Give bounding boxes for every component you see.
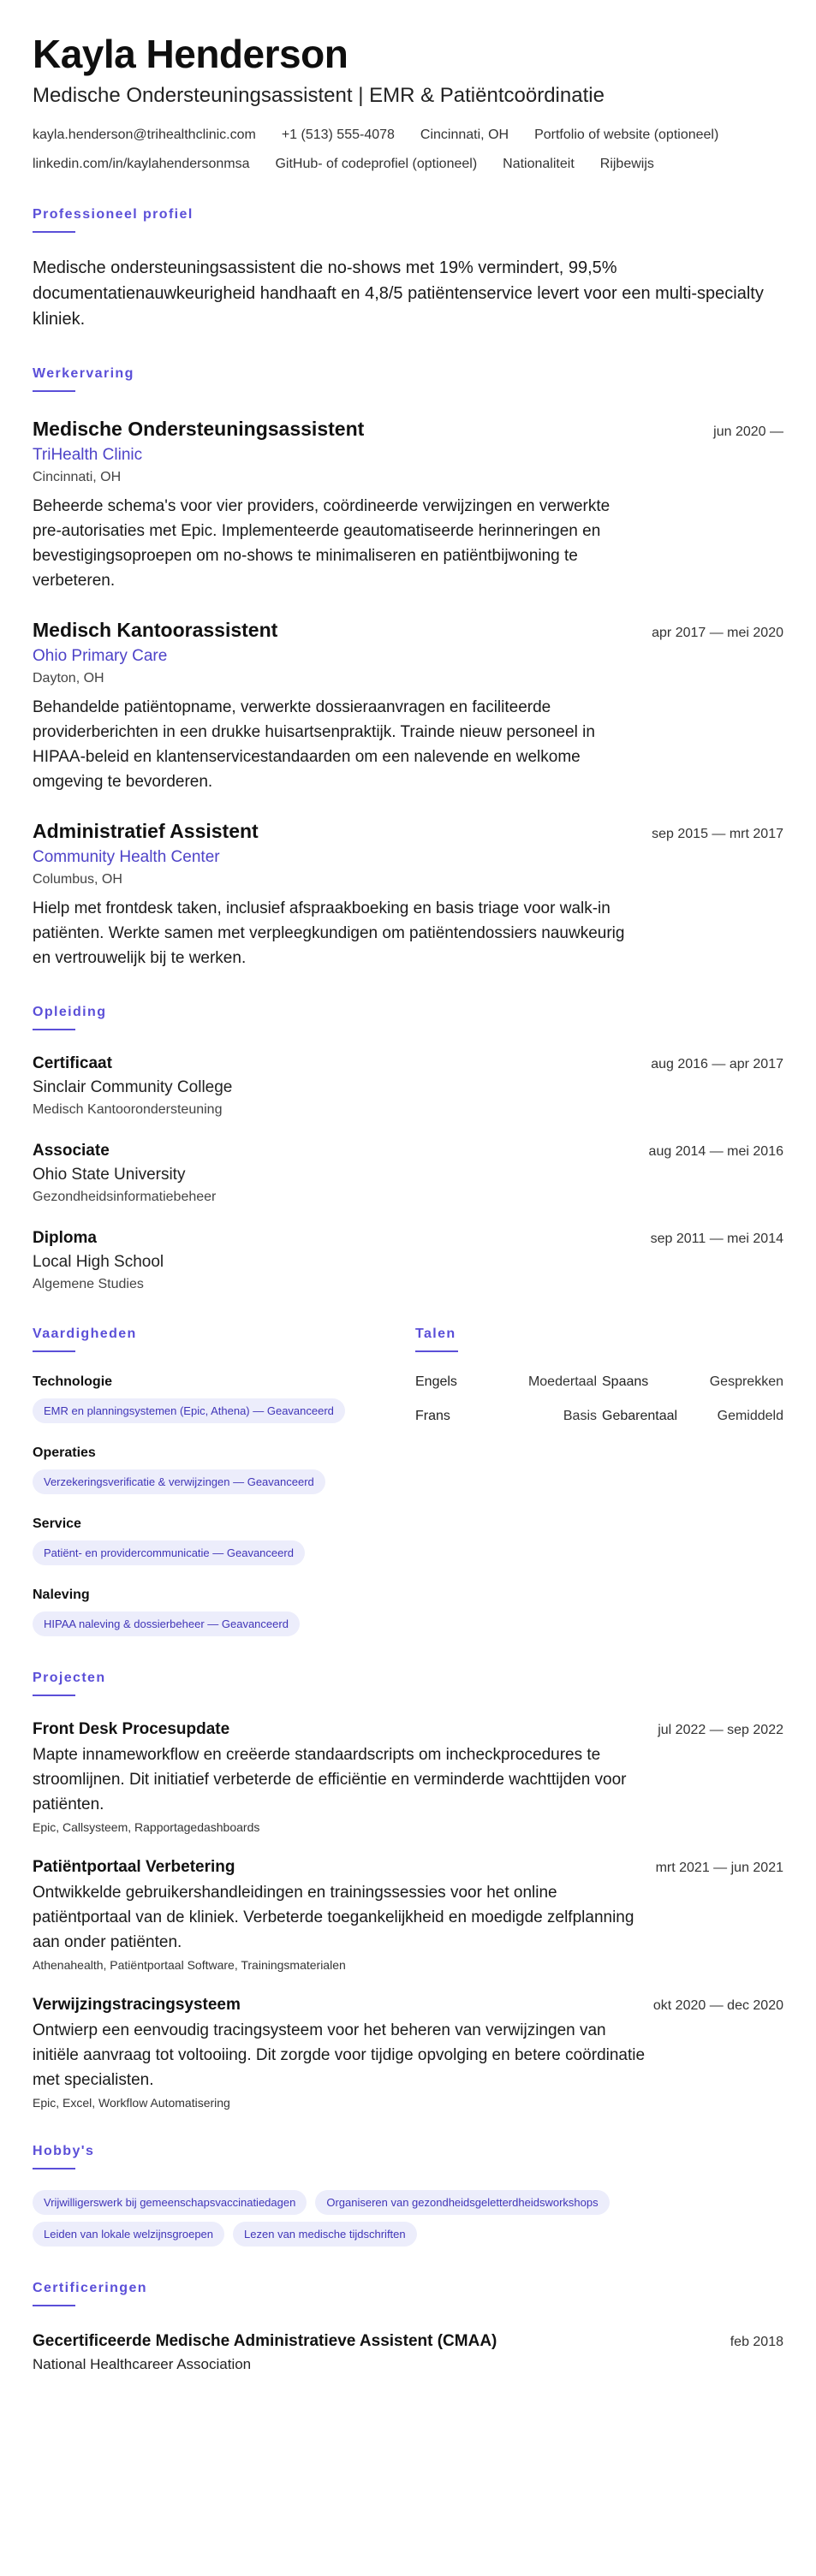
- contact-linkedin: linkedin.com/in/kaylahendersonmsa: [33, 156, 250, 171]
- contact-github: GitHub- of codeprofiel (optioneel): [275, 156, 478, 171]
- language-level: Basis: [563, 1408, 597, 1423]
- job-location: Columbus, OH: [33, 871, 122, 887]
- contact-drivers-license: Rijbewijs: [599, 156, 654, 171]
- project-title: Verwijzingstracingsysteem: [33, 1995, 241, 2014]
- section-divider: [33, 1695, 75, 1696]
- hobby-tag: Leiden van lokale welzijnsgroepen: [33, 2222, 224, 2247]
- section-title: Talen: [415, 1326, 456, 1341]
- project-entry: [33, 1996, 783, 2110]
- project-tools: Athenahealth, Patiëntportaal Software, Trainingsmaterialen: [33, 1957, 346, 1972]
- contact-nationality: Nationaliteit: [503, 156, 575, 171]
- hobby-tag: Vrijwilligerswerk bij gemeenschapsvaccinatiedagen: [33, 2190, 307, 2215]
- job-location: Cincinnati, OH: [33, 469, 122, 484]
- certifications-section: [33, 2281, 783, 2373]
- skill-category: Technologie: [33, 1374, 113, 1389]
- skill-group: [33, 1588, 383, 1636]
- project-description: Ontwikkelde gebruikershandleidingen en trainingssessies voor het online patiëntportaal van de kliniek. Verbeterde toegankelijkheid en moedigde zelfplanning aan onder patiënten.: [33, 1883, 634, 1951]
- project-description: Ontwierp een eenvoudig tracingsysteem voor het beheren van verwijzingen van initiële aanvraag tot voltooiing. Dit zorgde voor tijdige opvolging en betere coördinatie met specialisten.: [33, 2021, 646, 2089]
- hobby-tag: Organiseren van gezondheidsgeletterdheidsworkshops: [315, 2190, 609, 2215]
- section-title: Professioneel profiel: [33, 206, 194, 222]
- education-degree: Certificaat: [33, 1054, 112, 1072]
- language-level: Gemiddeld: [717, 1408, 783, 1423]
- job-title: Medisch Kantoorassistent: [33, 618, 278, 641]
- education-school: Local High School: [33, 1252, 164, 1271]
- language-name: Engels: [415, 1374, 457, 1389]
- skills-section: [33, 1327, 383, 1636]
- hobbies-list: [33, 2190, 786, 2247]
- section-divider: [33, 1029, 75, 1030]
- certification-date: feb 2018: [730, 2334, 783, 2349]
- certification-name: Gecertificeerde Medische Administratieve Assistent (CMAA): [33, 2331, 497, 2350]
- section-title: Hobby's: [33, 2143, 95, 2158]
- profile-section: [33, 207, 783, 332]
- project-tools: Epic, Excel, Workflow Automatisering: [33, 2095, 230, 2110]
- section-divider: [33, 1350, 75, 1352]
- education-degree: Diploma: [33, 1228, 97, 1247]
- project-tools: Epic, Callsysteem, Rapportagedashboards: [33, 1819, 260, 1834]
- education-school: Ohio State University: [33, 1165, 186, 1184]
- education-field: Algemene Studies: [33, 1276, 144, 1291]
- job-dates: sep 2015 — mrt 2017: [652, 826, 783, 841]
- education-entry: [33, 1142, 783, 1205]
- education-dates: aug 2014 — mei 2016: [648, 1143, 783, 1159]
- project-entry: [33, 1858, 783, 1972]
- skill-category: Operaties: [33, 1445, 96, 1460]
- section-title: Certificeringen: [33, 2280, 147, 2295]
- contact-location: Cincinnati, OH: [420, 127, 509, 142]
- certification-issuer: National Healthcareer Association: [33, 2355, 252, 2372]
- education-field: Gezondheidsinformatiebeheer: [33, 1189, 217, 1204]
- job-description: Behandelde patiëntopname, verwerkte dossieraanvragen en faciliteerde providerberichten in een drukke huisartsenpraktijk. Trainde nieuw personeel in HIPAA-beleid en klantenservicestandaarden om een nalevende en welkome omgeving te bevorderen.: [33, 697, 595, 791]
- job-company: TriHealth Clinic: [33, 445, 143, 464]
- languages-list: [415, 1374, 783, 1424]
- contact-phone: +1 (513) 555-4078: [281, 127, 395, 142]
- job-title: Administratief Assistent: [33, 819, 259, 842]
- section-divider: [33, 231, 75, 233]
- job-dates: apr 2017 — mei 2020: [652, 625, 783, 640]
- education-entry: [33, 1054, 783, 1118]
- skill-category: Service: [33, 1516, 81, 1531]
- languages-section: [415, 1327, 783, 1636]
- language-level: Gesprekken: [709, 1374, 783, 1389]
- project-title: Patiëntportaal Verbetering: [33, 1857, 235, 1876]
- language-name: Gebarentaal: [602, 1408, 678, 1423]
- job-entry: [33, 418, 783, 593]
- project-dates: mrt 2021 — jun 2021: [655, 1860, 783, 1875]
- certification-entry: [33, 2332, 783, 2373]
- projects-section: [33, 1671, 783, 2110]
- education-field: Medisch Kantoorondersteuning: [33, 1101, 223, 1117]
- contact-email: kayla.henderson@trihealthclinic.com: [33, 127, 256, 142]
- job-company: Community Health Center: [33, 847, 220, 866]
- project-dates: jul 2022 — sep 2022: [658, 1722, 783, 1737]
- job-dates: jun 2020 —: [713, 424, 783, 439]
- education-dates: aug 2016 — apr 2017: [651, 1056, 783, 1071]
- project-dates: okt 2020 — dec 2020: [652, 1997, 783, 2013]
- section-divider: [33, 2168, 75, 2169]
- section-divider: [33, 2305, 75, 2306]
- job-title: Medische Ondersteuningsassistent: [33, 417, 365, 440]
- project-title: Front Desk Procesupdate: [33, 1719, 230, 1738]
- skill-tag: HIPAA naleving & dossierbeheer — Geavanceerd: [33, 1611, 300, 1636]
- contact-portfolio: Portfolio of website (optioneel): [534, 127, 719, 142]
- education-entry: [33, 1229, 783, 1292]
- hobbies-section: [33, 2144, 783, 2247]
- section-title: Vaardigheden: [33, 1326, 137, 1341]
- section-title: Projecten: [33, 1670, 106, 1685]
- skill-tag: EMR en planningsystemen (Epic, Athena) — Geavanceerd: [33, 1398, 345, 1423]
- job-entry: [33, 619, 783, 794]
- section-title: Werkervaring: [33, 365, 134, 381]
- skills-languages-row: [33, 1327, 783, 1636]
- project-description: Mapte innameworkflow en creëerde standaardscripts om incheckprocedures te stroomlijnen. Dit initiatief verbeterde de efficiëntie en verminderde wachttijden voor patiënten.: [33, 1745, 627, 1813]
- job-entry: [33, 820, 783, 970]
- education-school: Sinclair Community College: [33, 1077, 233, 1096]
- skill-group: [33, 1374, 383, 1423]
- profile-summary: Medische ondersteuningsassistent die no-shows met 19% vermindert, 99,5% documentatienauwkeurigheid handhaaft en 4,8/5 patiëntenservice levert voor een multi-specialty kliniek.: [33, 258, 764, 329]
- education-degree: Associate: [33, 1141, 110, 1160]
- job-description: Hielp met frontdesk taken, inclusief afspraakboeking en basis triage voor walk-in patiënten. Werkte samen met verpleegkundigen om patiëntendossiers nauwkeurig en vertrouwelijk bij te werken.: [33, 899, 625, 967]
- skill-group: [33, 1517, 383, 1565]
- section-divider: [415, 1350, 458, 1352]
- project-entry: [33, 1720, 783, 1834]
- education-section: [33, 1005, 783, 1292]
- language-name: Frans: [415, 1408, 450, 1423]
- language-name: Spaans: [602, 1374, 649, 1389]
- education-dates: sep 2011 — mei 2014: [650, 1231, 783, 1246]
- language-level: Moedertaal: [527, 1374, 597, 1389]
- skill-group: [33, 1445, 383, 1494]
- section-title: Opleiding: [33, 1004, 107, 1019]
- skill-category: Naleving: [33, 1587, 90, 1602]
- job-company: Ohio Primary Care: [33, 646, 168, 665]
- section-divider: [33, 390, 75, 392]
- hobby-tag: Lezen van medische tijdschriften: [233, 2222, 417, 2247]
- skill-tag: Patiënt- en providercommunicatie — Geavanceerd: [33, 1540, 305, 1565]
- skill-tag: Verzekeringsverificatie & verwijzingen — Geavanceerd: [33, 1469, 325, 1494]
- job-description: Beheerde schema's voor vier providers, coördineerde verwijzingen en verwerkte pre-autorisaties met Epic. Implementeerde geautomatiseerde herinneringen en bevestigingsoproepen om no-shows te minimaliseren en patiëntbijwoning te verbeteren.: [33, 496, 611, 590]
- candidate-name: Kayla Henderson: [33, 32, 348, 76]
- candidate-headline: Medische Ondersteuningsassistent | EMR & Patiëntcoördinatie: [33, 83, 605, 107]
- experience-section: [33, 366, 783, 970]
- job-location: Dayton, OH: [33, 670, 104, 686]
- contact-info: [33, 127, 795, 173]
- resume-header: [33, 33, 783, 173]
